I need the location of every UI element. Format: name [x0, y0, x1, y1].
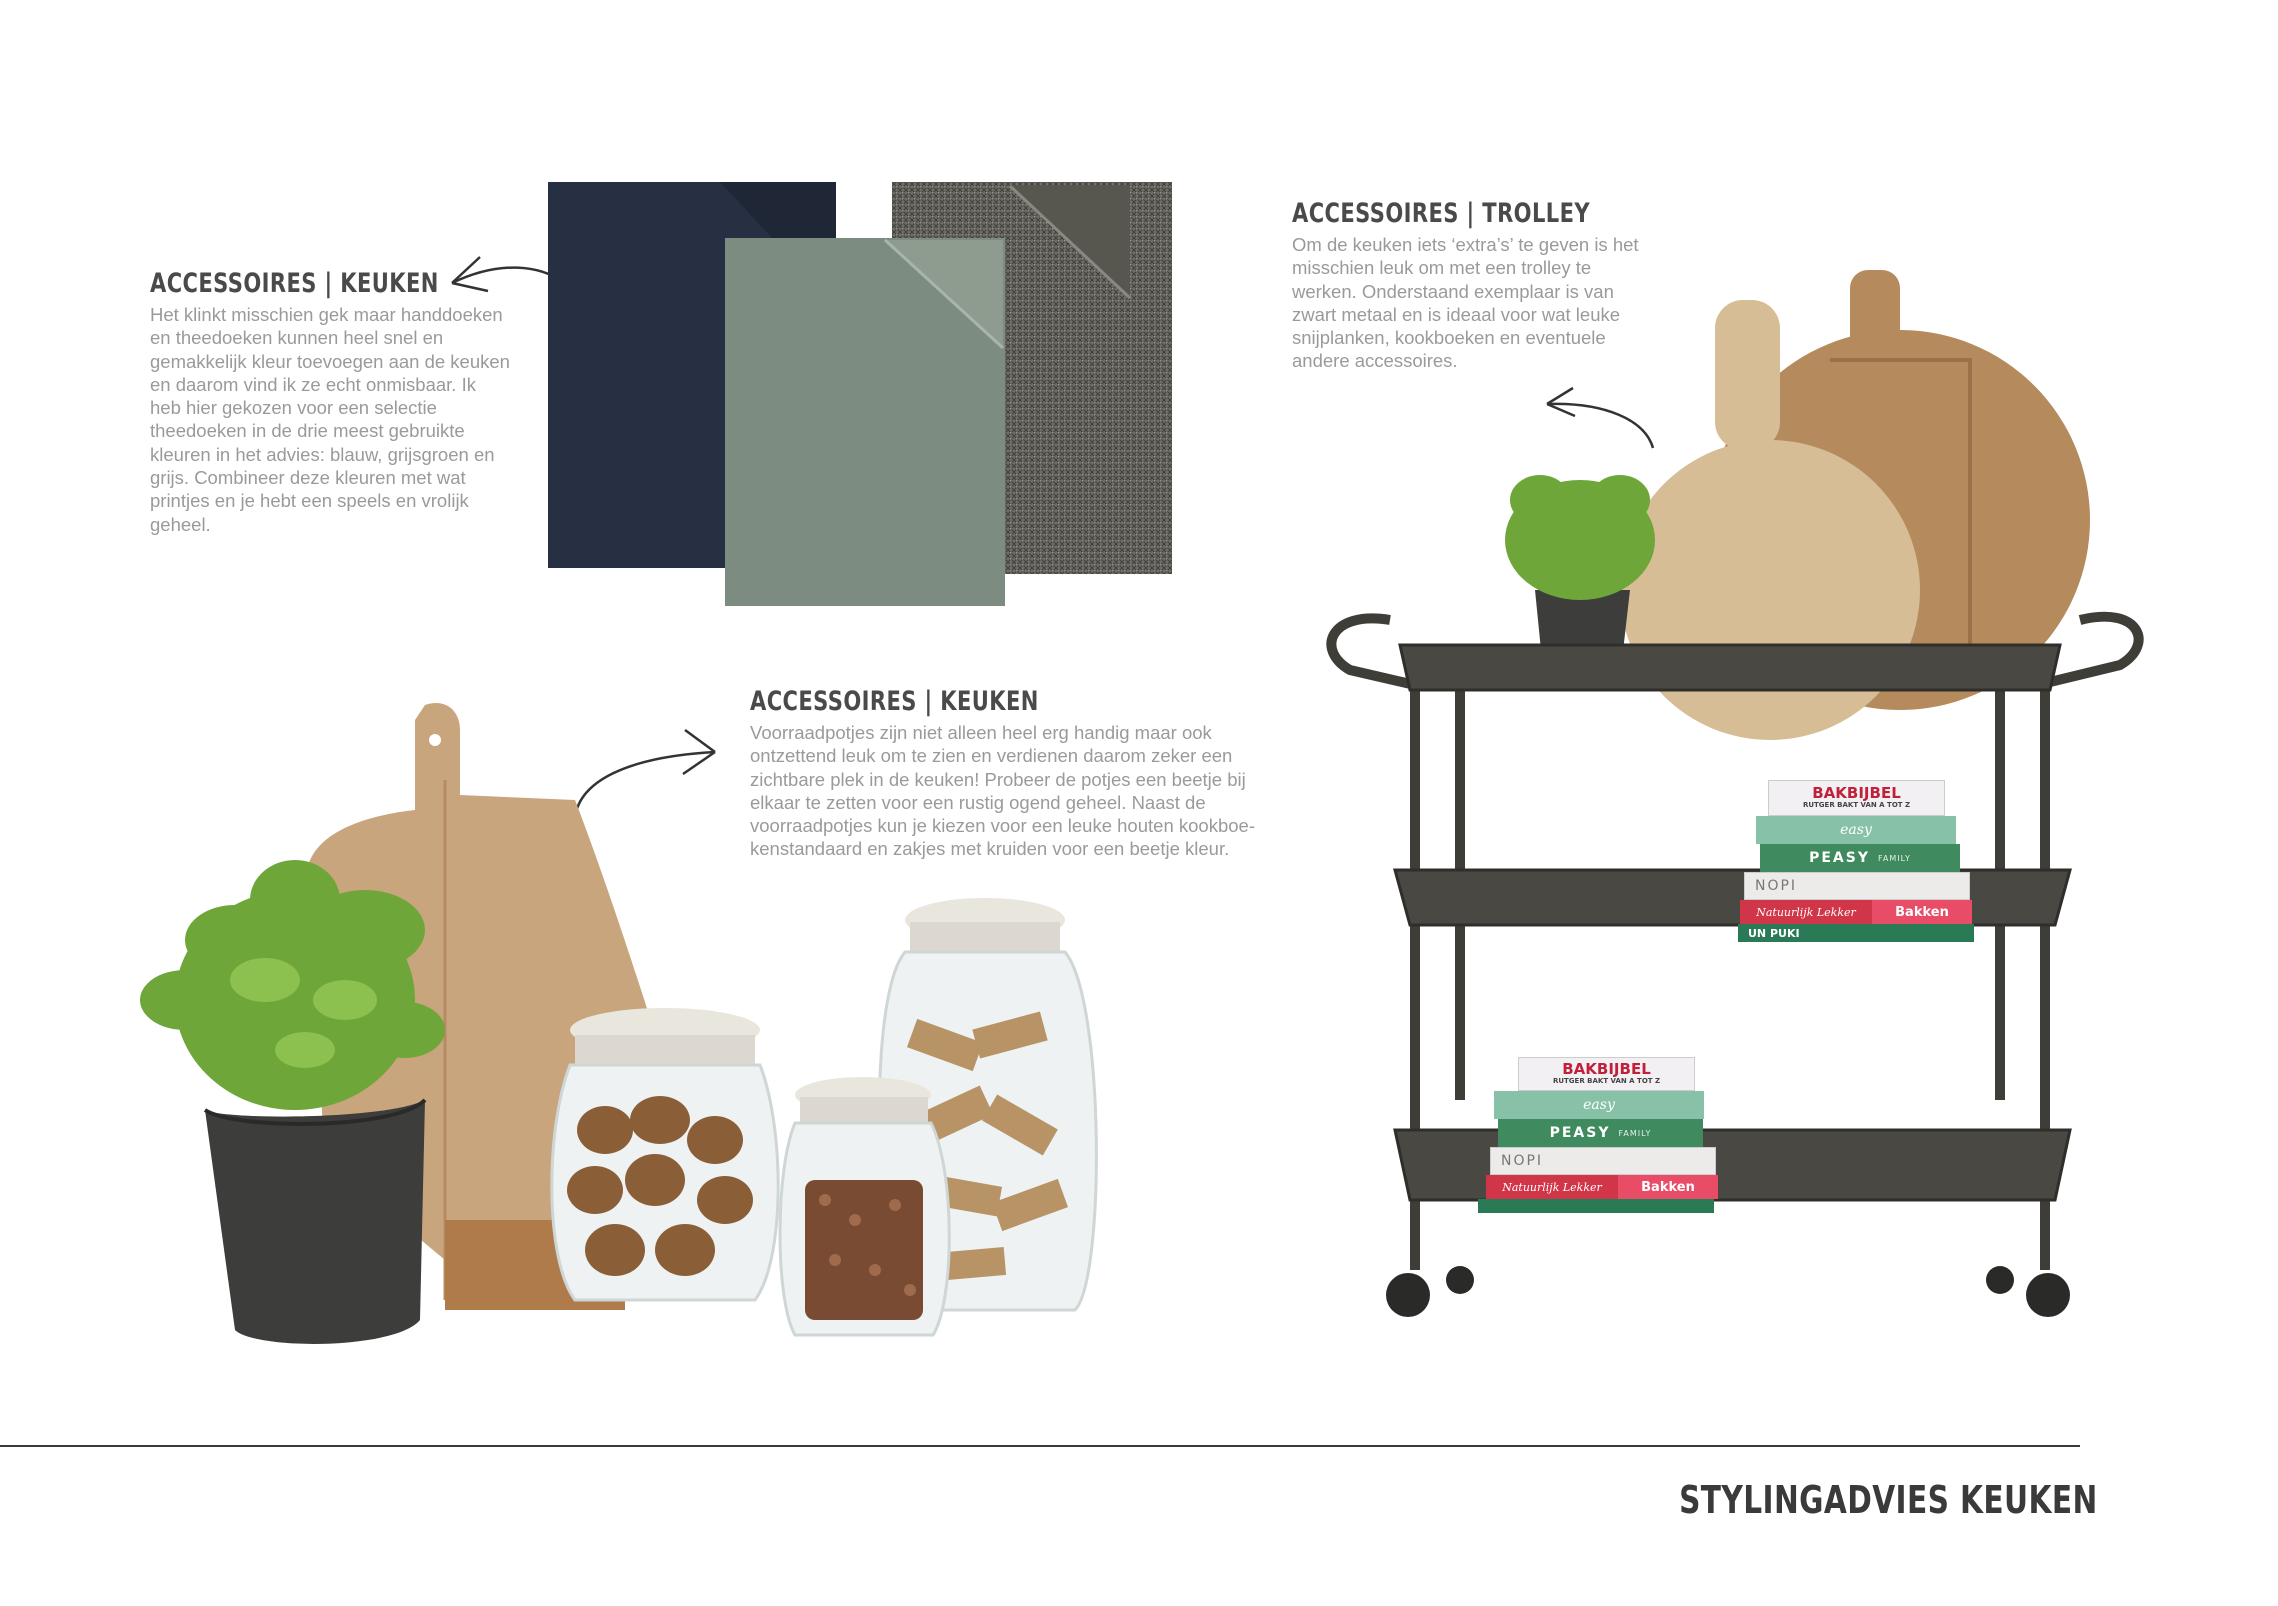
book-family-label: FAMILY — [1618, 1128, 1652, 1138]
jar-walnuts — [552, 1008, 778, 1300]
towels-body: Het klinkt misschien gek maar handdoeken en theedoeken kunnen heel snel en gemakkelijk kleur toevoegen aan de keuken en daarom vind ik ze echt onmisbaar. Ik heb hier gekozen voor een selectie theedoeken in de drie meest gebruikte kleuren in het advies: blauw, grijsgroen en grijs. Combineer deze kleuren met wat printjes en je hebt een speels en vrolijk geheel. — [150, 304, 510, 535]
trolley-image — [1310, 250, 2160, 1340]
book-easy — [1494, 1091, 1704, 1119]
jar-beans — [780, 1077, 949, 1335]
book-natuurlijk — [1740, 900, 1972, 924]
towels-heading: ACCESSOIRES | KEUKEN — [150, 268, 439, 299]
book-bakbijbel — [1518, 1057, 1695, 1091]
book-family-label: FAMILY — [1878, 853, 1911, 863]
footer-divider — [0, 1445, 2080, 1447]
book-nopi — [1744, 872, 1970, 900]
book-bakbijbel-subtitle: RUTGER BAKT VAN A TOT Z — [1552, 1077, 1661, 1085]
jars-body: Voorraadpotjes zijn niet alleen heel erg handig maar ook ontzettend leuk om te zien en verdienen daarom zeker een zichtbare plek in de keuken! Probeer de potjes een beetje bij elkaar te zetten voor een rustig ogend geheel. Naast de voorraadpotjes kun je kiezen voor een leuke houten kookboe-kenstandaard en zakjes met kruiden voor een beetje kleur. — [750, 722, 1255, 860]
jars-heading: ACCESSOIRES | KEUKEN — [750, 686, 1039, 717]
book-easy-label: easy — [1840, 822, 1872, 838]
book-stack-lower — [1478, 1057, 1718, 1213]
book-unpuki-label: UN PUKI — [1748, 926, 1800, 940]
book-bakbijbel-subtitle: RUTGER BAKT VAN A TOT Z — [1802, 801, 1911, 809]
book-bottom-green — [1478, 1199, 1714, 1213]
book-natuurlijk-label: Natuurlijk Lekker — [1756, 905, 1856, 919]
book-natuurlijk-label: Natuurlijk Lekker — [1502, 1180, 1602, 1194]
book-unpuki — [1738, 924, 1974, 942]
book-natuurlijk — [1486, 1175, 1718, 1199]
book-peasy-label: PEASY — [1809, 850, 1870, 866]
footer-title: STYLINGADVIES KEUKEN — [1679, 1478, 2098, 1522]
book-peasy-label: PEASY — [1549, 1125, 1611, 1141]
book-bakbijbel — [1768, 780, 1945, 816]
book-nopi — [1490, 1147, 1716, 1175]
trolley-wheels — [1386, 1266, 2070, 1317]
towels-text-block — [150, 268, 510, 536]
book-nopi-label: NOPI — [1755, 878, 1798, 894]
book-peasy — [1760, 844, 1960, 872]
trolley-body: Om de keuken iets ‘extra’s’ te geven is het misschien leuk om met een trolley te werken. Onderstaand exemplaar is van zwart metaal en is ideaal voor wat leuke snijplanken, kookboeken en eventuele andere accessoires. — [1292, 234, 1639, 372]
book-nopi-label: NOPI — [1501, 1153, 1544, 1169]
book-stack-upper — [1738, 780, 1978, 942]
jars-board-basil-image — [115, 700, 1115, 1360]
book-bakken-label: Bakken — [1895, 904, 1949, 920]
book-bakbijbel-title: BAKBIJBEL — [1562, 1060, 1651, 1078]
book-easy — [1756, 816, 1956, 844]
trolley-heading: ACCESSOIRES | TROLLEY — [1292, 198, 1591, 229]
book-bakbijbel-title: BAKBIJBEL — [1812, 784, 1901, 802]
tea-towels-image — [540, 178, 1180, 612]
book-easy-label: easy — [1583, 1097, 1615, 1113]
book-bakken-label: Bakken — [1641, 1179, 1695, 1195]
book-peasy — [1498, 1119, 1703, 1147]
